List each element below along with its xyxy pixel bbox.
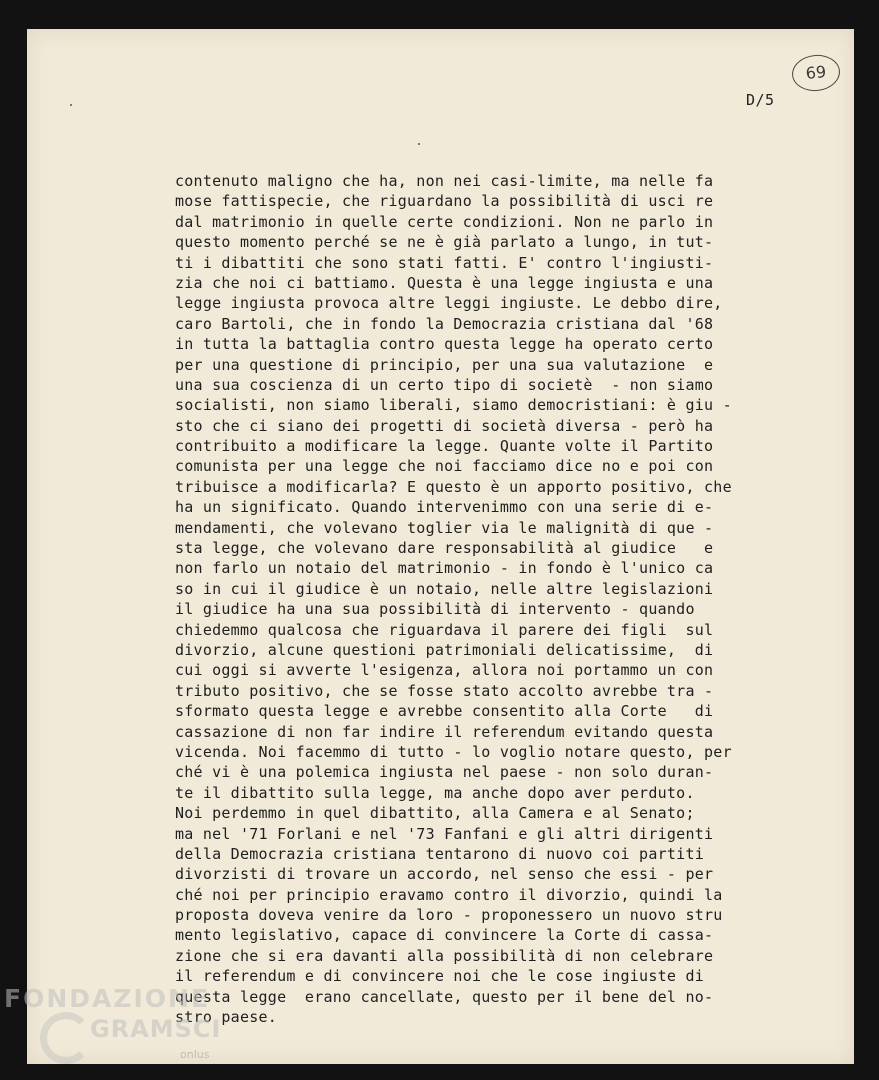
text-line: in tutta la battaglia contro questa legge ha operato certo: [175, 335, 714, 354]
paper-speck: [418, 143, 420, 145]
text-line: comunista per una legge che noi facciamo dice no e poi con: [175, 457, 714, 476]
fondazione-gramsci-watermark: [4, 984, 234, 1076]
text-line: cassazione di non far indire il referendum evitando questa: [175, 722, 714, 741]
text-line: mendamenti, che volevano toglier via le malignità di que -: [175, 518, 714, 537]
text-line: legge ingiusta provoca altre leggi ingiuste. Le debbo dire,: [175, 294, 723, 313]
text-line: il referendum e di convincere noi che le cose ingiuste di: [175, 967, 705, 986]
page-number-stamp: 69: [790, 53, 842, 94]
document-code: D/5: [746, 91, 775, 109]
text-line: stro paese.: [175, 1008, 278, 1027]
text-line: sformato questa legge e avrebbe consentito alla Corte di: [175, 702, 714, 721]
text-line: per una questione di principio, per una sua valutazione e: [175, 355, 714, 374]
text-line: caro Bartoli, che in fondo la Democrazia cristiana dal '68: [175, 314, 714, 333]
text-line: contribuito a modificare la legge. Quante volte il Partito: [175, 437, 714, 456]
text-line: zione che si era davanti alla possibilità di non celebrare: [175, 946, 714, 965]
text-line: sta legge, che volevano dare responsabilità al giudice e: [175, 539, 714, 558]
text-line: ti i dibattiti che sono stati fatti. E' contro l'ingiusti-: [175, 253, 714, 272]
text-line: so in cui il giudice è un notaio, nelle altre legislazioni: [175, 579, 714, 598]
text-line: mento legislativo, capace di convincere la Corte di cassa-: [175, 926, 714, 945]
text-line: tributo positivo, che se fosse stato accolto avrebbe tra -: [175, 681, 714, 700]
text-line: ma nel '71 Forlani e nel '73 Fanfani e gli altri dirigenti: [175, 824, 714, 843]
text-line: sto che ci siano dei progetti di società diversa - però ha: [175, 416, 714, 435]
text-line: te il dibattito sulla legge, ma anche dopo aver perduto.: [175, 783, 695, 802]
watermark-logo-ring: [40, 1012, 92, 1064]
text-line: mose fattispecie, che riguardano la possibilità di usci re: [175, 192, 714, 211]
text-line: socialisti, non siamo liberali, siamo democristiani: è giu -: [175, 396, 732, 415]
watermark-line-3: onlus: [180, 1048, 210, 1061]
text-line: ché noi per principio eravamo contro il divorzio, quindi la: [175, 885, 723, 904]
watermark-line-1: FONDAZIONE: [4, 984, 211, 1013]
text-line: Noi perdemmo in quel dibattito, alla Camera e al Senato;: [175, 804, 695, 823]
text-line: dal matrimonio in quelle certe condizioni. Non ne parlo in: [175, 212, 714, 231]
text-line: chiedemmo qualcosa che riguardava il parere dei figli sul: [175, 620, 714, 639]
text-line: ha un significato. Quando intervenimmo con una serie di e-: [175, 498, 714, 517]
text-line: tribuisce a modificarla? E questo è un apporto positivo, che: [175, 477, 732, 496]
text-line: divorzio, alcune questioni patrimoniali delicatissime, di: [175, 640, 714, 659]
typewritten-body: [175, 171, 815, 1027]
text-line: questo momento perché se ne è già parlato a lungo, in tut-: [175, 233, 714, 252]
text-line: ché vi è una polemica ingiusta nel paese - non solo duran-: [175, 763, 714, 782]
text-line: il giudice ha una sua possibilità di intervento - quando: [175, 600, 695, 619]
text-line: zia che noi ci battiamo. Questa è una legge ingiusta e una: [175, 273, 714, 292]
text-line: contenuto maligno che ha, non nei casi-limite, ma nelle fa: [175, 172, 714, 190]
text-line: una sua coscienza di un certo tipo di societè - non siamo: [175, 375, 714, 394]
paper-speck: [70, 104, 72, 106]
text-line: cui oggi si avverte l'esigenza, allora noi portammo un con: [175, 661, 714, 680]
text-line: vicenda. Noi facemmo di tutto - lo voglio notare questo, per: [175, 742, 732, 761]
text-line: della Democrazia cristiana tentarono di nuovo coi partiti: [175, 844, 705, 863]
text-line: questa legge erano cancellate, questo per il bene del no-: [175, 987, 714, 1006]
text-line: proposta doveva venire da loro - proponessero un nuovo stru: [175, 906, 723, 925]
text-line: non farlo un notaio del matrimonio - in fondo è l'unico ca: [175, 559, 714, 578]
text-line: divorzisti di trovare un accordo, nel senso che essi - per: [175, 865, 714, 884]
watermark-line-2: GRAMSCI: [90, 1015, 222, 1043]
